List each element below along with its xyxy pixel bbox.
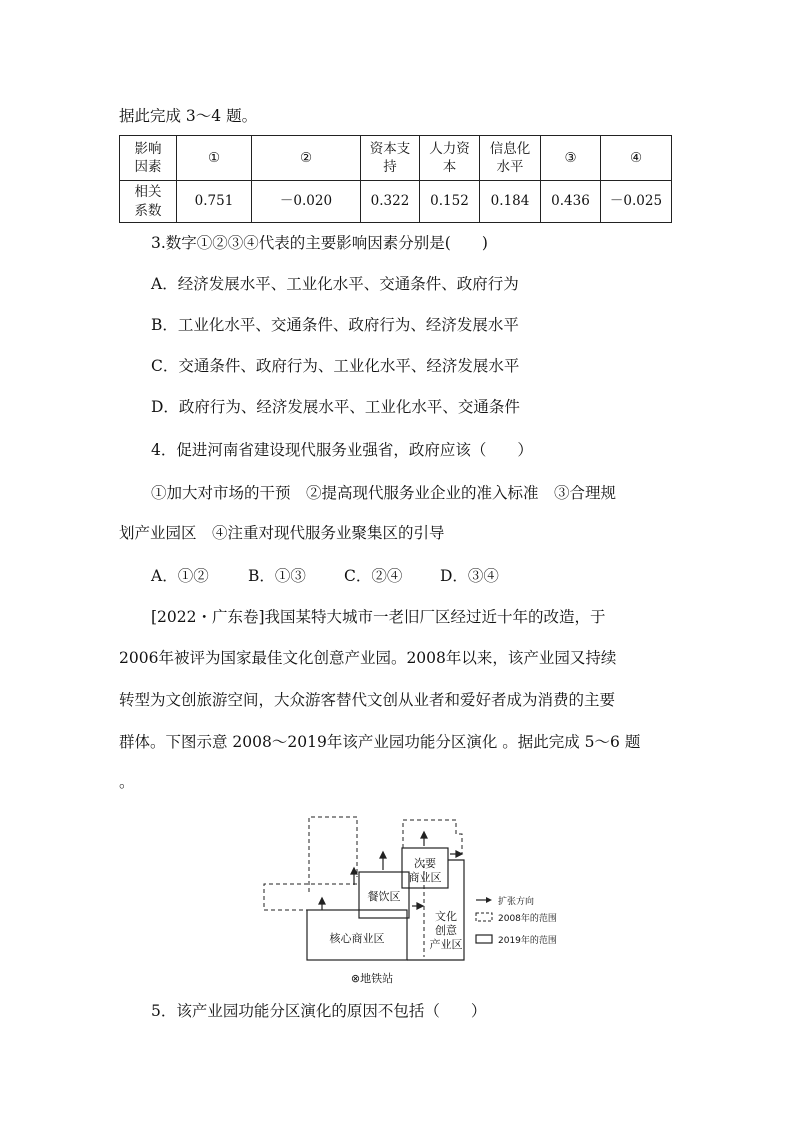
legend-dashed-label: 2008年的范围 — [498, 914, 557, 924]
q4-option-c: C．②④ — [344, 567, 403, 585]
arrow-up-icon — [421, 832, 427, 838]
q3-option-b: B．工业化水平、交通条件、政府行为、经济发展水平 — [151, 316, 519, 334]
q3-option-a: A．经济发展水平、工业化水平、交通条件、政府行为 — [151, 275, 519, 293]
zone-label-creative-3: 产业区 — [429, 938, 463, 951]
zone-label-creative-1: 文化 — [435, 910, 457, 923]
dashed-outline-left — [264, 884, 357, 910]
dashed-outline-top-left — [309, 817, 357, 892]
arrow-up-icon — [380, 852, 386, 858]
table-cell: 人力资 本 — [420, 136, 480, 181]
q4-statements-line2: 划产业园区 ④注重对现代服务业聚集区的引导 — [119, 524, 445, 542]
arrow-up-icon — [351, 868, 357, 874]
table-cell: ④ — [601, 136, 672, 181]
q4-stem: 4．促进河南省建设现代服务业强省，政府应该（ ） — [151, 441, 533, 459]
dashed-outline-top-right — [403, 820, 462, 854]
passage-line1: [2022・广东卷]我国某特大城市一老旧厂区经过近十年的改造，于 — [151, 608, 606, 626]
passage-line4: 群体。下图示意 2008～2019年该产业园功能分区演化 。据此完成 5～6 题 — [119, 733, 641, 751]
q3-option-c: C．交通条件、政府行为、工业化水平、经济发展水平 — [151, 357, 520, 375]
q4-option-a: A．①② — [151, 567, 209, 585]
factor-table — [119, 135, 672, 223]
subway-station-label: ⊗地铁站 — [350, 972, 394, 985]
zone-label-dining: 餐饮区 — [367, 890, 401, 903]
q4-option-b: B．①③ — [248, 567, 306, 585]
table-cell: ② — [252, 136, 361, 181]
table-cell: －0.025 — [601, 181, 672, 223]
legend-arrow-label: 扩张方向 — [498, 897, 535, 907]
table-row-header — [120, 136, 672, 181]
passage-line2: 2006年被评为国家最佳文化创意产业园。2008年以来，该产业园又持续 — [119, 649, 617, 667]
table-cell: 0.436 — [541, 181, 601, 223]
table-cell: ① — [177, 136, 252, 181]
q3-stem: 3.数字①②③④代表的主要影响因素分别是( ) — [151, 234, 488, 252]
table-cell: 资本支 持 — [361, 136, 420, 181]
legend-solid-swatch — [476, 935, 492, 943]
q5-stem: 5．该产业园功能分区演化的原因不包括（ ） — [151, 1002, 487, 1020]
intro-line: 据此完成 3～4 题。 — [119, 107, 258, 125]
table-cell: 相关 系数 — [120, 181, 177, 223]
table-row-values — [120, 181, 672, 223]
functional-zone-diagram — [262, 812, 580, 988]
legend-solid-label: 2019年的范围 — [498, 936, 557, 946]
zone-label-secondary-2: 商业区 — [408, 871, 442, 884]
q4-statements-line1: ①加大对市场的干预 ②提高现代服务业企业的准入标准 ③合理规 — [151, 484, 617, 502]
zone-label-secondary-1: 次要 — [414, 857, 436, 870]
diagram-legend — [476, 895, 557, 946]
q4-option-d: D．③④ — [440, 567, 499, 585]
legend-arrow-icon — [486, 897, 492, 903]
table-cell: 影响 因素 — [120, 136, 177, 181]
table-cell: 0.322 — [361, 181, 420, 223]
table-cell: 信息化 水平 — [480, 136, 541, 181]
table-cell: 0.751 — [177, 181, 252, 223]
table-cell: 0.184 — [480, 181, 541, 223]
table-cell: 0.152 — [420, 181, 480, 223]
passage-line3: 转型为文创旅游空间，大众游客替代文创从业者和爱好者成为消费的主要 — [119, 691, 616, 709]
zone-label-core: 核心商业区 — [329, 932, 385, 945]
zone-label-creative-2: 创意 — [435, 924, 457, 937]
passage-line5: 。 — [119, 773, 135, 791]
table-cell: －0.020 — [252, 181, 361, 223]
q3-option-d: D．政府行为、经济发展水平、工业化水平、交通条件 — [151, 398, 520, 416]
arrow-right-icon — [417, 903, 423, 909]
arrow-right-icon — [456, 851, 462, 857]
table-cell: ③ — [541, 136, 601, 181]
legend-dashed-swatch — [476, 913, 492, 921]
arrow-up-icon — [319, 898, 325, 904]
